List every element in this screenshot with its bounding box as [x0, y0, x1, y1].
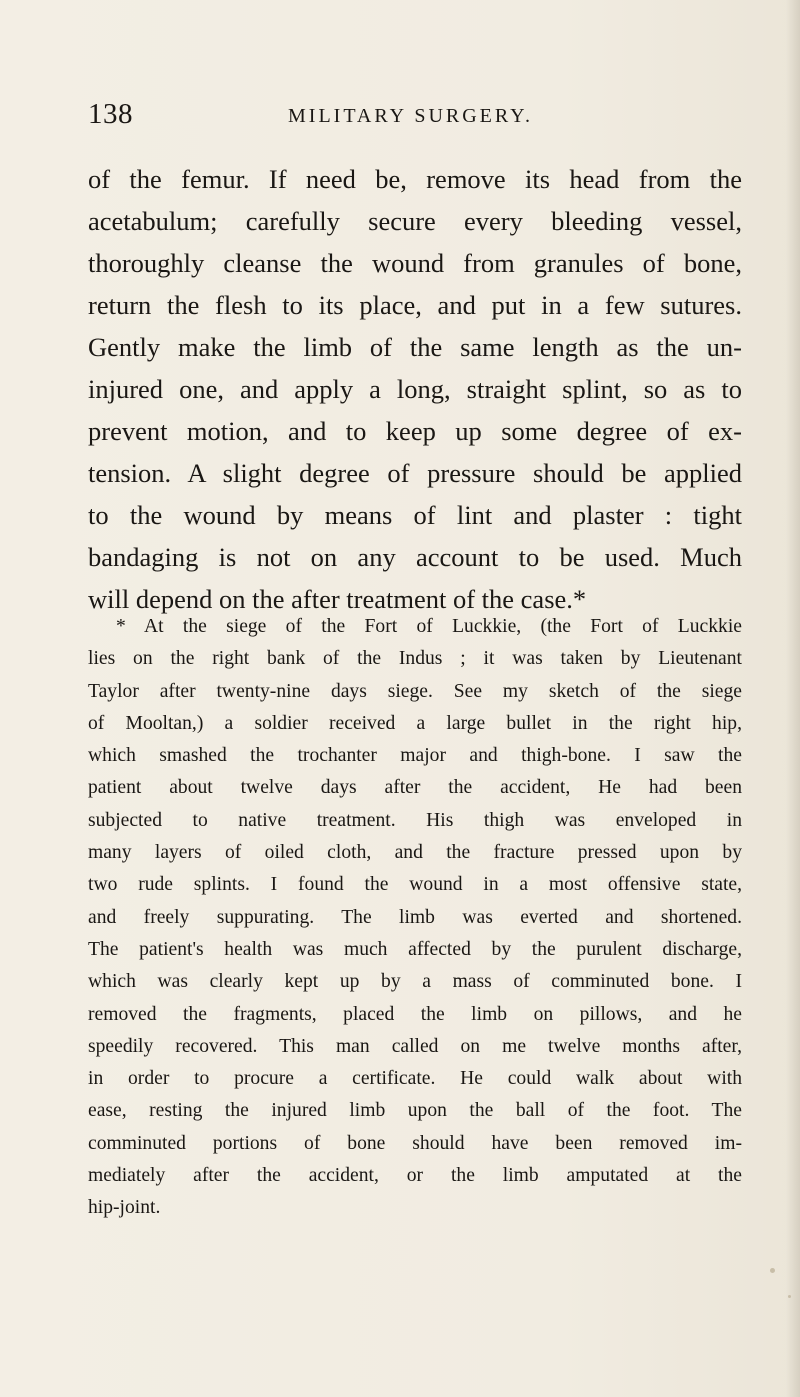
text-line: to the wound by means of lint and plaster : tight — [88, 500, 742, 530]
text-line: injured one, and apply a long, straight splint, so as to — [88, 374, 742, 404]
footnote-line: subjected to native treatment. His thigh was enveloped in — [88, 809, 742, 831]
text-line: return the flesh to its place, and put in a few sutures. — [88, 290, 742, 320]
footnote-line: in order to procure a certificate. He could walk about with — [88, 1068, 742, 1090]
text-line: prevent motion, and to keep up some degree of ex- — [88, 416, 742, 446]
footnote-line: patient about twelve days after the accident, He had been — [88, 777, 742, 799]
footnote-line: Taylor after twenty-nine days siege. See my sketch of the siege — [88, 680, 742, 702]
footnote-line: which was clearly kept up by a mass of comminuted bone. I — [88, 971, 742, 993]
page-number: 138 — [88, 98, 133, 130]
footnote-line: hip-joint. — [88, 1197, 161, 1219]
footnote-line: comminuted portions of bone should have been removed im- — [88, 1132, 742, 1154]
footnote-line: The patient's health was much affected by the purulent discharge, — [88, 938, 742, 960]
footnote-line: of Mooltan,) a soldier received a large bullet in the right hip, — [88, 712, 742, 734]
text-line: Gently make the limb of the same length as the un- — [88, 332, 742, 362]
footnote-line: many layers of oiled cloth, and the fracture pressed upon by — [88, 842, 742, 864]
footnote-line: and freely suppurating. The limb was everted and shortened. — [88, 906, 742, 928]
text-line: of the femur. If need be, remove its head from the — [88, 164, 742, 194]
footnote-line: removed the fragments, placed the limb on pillows, and he — [88, 1003, 742, 1025]
page-header — [88, 96, 738, 132]
text-line: thoroughly cleanse the wound from granules of bone, — [88, 248, 742, 278]
text-line: will depend on the after treatment of the case.* — [88, 584, 587, 614]
page-edge-shadow — [786, 0, 800, 1397]
footnote-line: ease, resting the injured limb upon the ball of the foot. The — [88, 1100, 742, 1122]
footnote — [88, 611, 742, 1225]
footnote-line: * At the siege of the Fort of Luckkie, (the Fort of Luckkie — [116, 616, 742, 637]
footnote-line: two rude splints. I found the wound in a most offensive state, — [88, 874, 742, 896]
paper-speck — [788, 1295, 791, 1298]
footnote-line: mediately after the accident, or the limb amputated at the — [88, 1165, 742, 1187]
main-text — [88, 158, 742, 620]
paper-speck — [770, 1268, 775, 1273]
running-head: MILITARY SURGERY. — [288, 105, 533, 127]
footnote-line: which smashed the trochanter major and thigh-bone. I saw the — [88, 745, 742, 767]
text-line: tension. A slight degree of pressure should be applied — [88, 458, 742, 488]
footnote-line: speedily recovered. This man called on me twelve months after, — [88, 1035, 742, 1057]
footnote-line: lies on the right bank of the Indus ; it was taken by Lieutenant — [88, 648, 742, 670]
text-line: bandaging is not on any account to be used. Much — [88, 542, 742, 572]
text-line: acetabulum; carefully secure every bleeding vessel, — [88, 206, 742, 236]
